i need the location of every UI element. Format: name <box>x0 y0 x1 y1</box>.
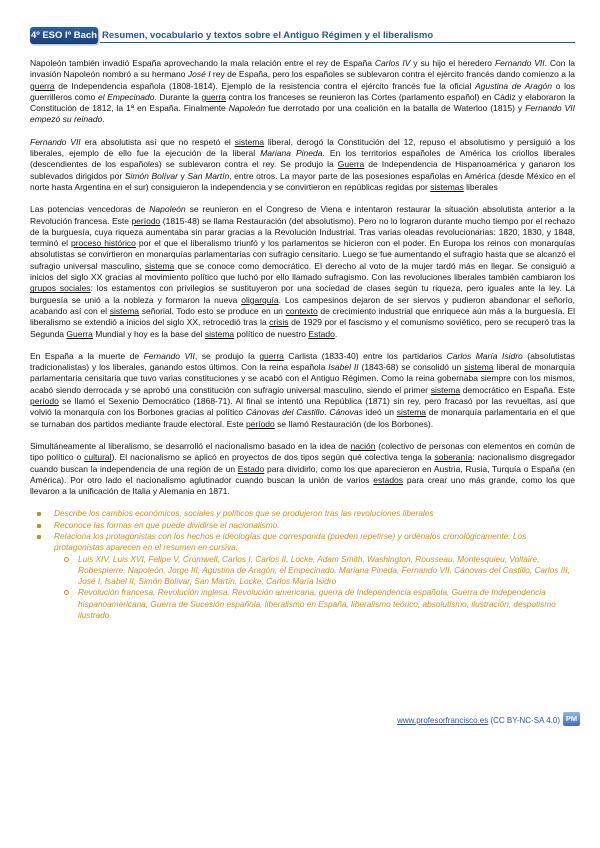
task-item: Reconoce las formas en que puede dividirse el nacionalismo. <box>30 520 575 531</box>
author-logo: PM <box>563 712 580 726</box>
task-subitem-protagonists: Luis XIV, Luis XVI, Felipe V, Cromwell, Carlos I, Carlos II, Locke, Adam Smith, Washington, Rousseau, Montesquieu, Voltaire, Robespierre, Napoleón, Jorge III, Agustina de Aragón, el Empecinado, Mariana Pineda, Fernando VII, Cánovas del Castillo, Carlos III, José I, Isabel II, Simón Bolívar, San Martín, Locke, Carlos María Isidro <box>38 554 575 588</box>
page-title: Resumen, vocabulario y textos sobre el Antiguo Régimen y el liberalismo <box>102 30 434 41</box>
task-list <box>30 508 575 621</box>
page-footer <box>397 716 560 725</box>
paragraph-napoleon: Napoleón también invadió España aprovechando la mala relación entre el rey de España Carlos IV y su hijo el heredero Fernando VII. Con la invasión Napoleón nombró a su hermano José I rey de España, pero los españoles se sublevaron contra el ejército francés dando comienzo a la guerra de Independencia española (1808-1814). Ejemplo de la resistencia contra el ejército francés fue la oficial Agustina de Aragón o los guerrilleros como el Empecinado. Durante la guerra contra los franceses se reunieron las Cortes (parlamento español) en Cádiz y elaboraron la Constitución de 1812, la 1ª en España. Finalmente Napoleón fue derrotado por una coalición en la batalla de Waterloo (1815) y Fernando VII empezó su reinado. <box>30 58 576 125</box>
task-item: Describe los cambios económicos, sociales y políticos que se produjeron tras las revoluciones liberales <box>30 508 575 519</box>
document-body <box>30 58 575 621</box>
paragraph-restauracion: Las potencias vencedoras de Napoleón se reunieron en el Congreso de Viena e intentaron restaurar la situación absolutista anterior a la Revolución francesa. Este período (1815-48) se llama Restauración (del absolutismo). Pero no lo lograron durante mucho tiempo por el rechazo de la burguesía, cuya riqueza aumentaba sin parar gracias a la Revolución Industrial. Tras varias oleadas revolucionarias: 1820, 1830, y 1848, terminó el proceso histórico por el que el liberalismo triunfó y los parlamentos se hicieron con el poder. En Europa los reinos con monarquías absolutistas se convirtieron en monarquías parlamentarias con sufragio censitario. Luego se fue aumentando el sufragio hasta que se alcanzó el sufragio universal masculino, sistema que se conoce como democrático. El derecho al voto de la mujer tardó más en llegar. Se consiguió a inicios del siglo XX gracias al movimiento político que luchó por ello llamado sufragismo. Con las revoluciones liberales también cambiaron los grupos sociales: los estamentos con privilegios se sustituyeron por una sociedad de clases según tu riqueza, pero iguales ante la ley. La burguesía se unió a la nobleza y formaron la nueva oligarquía. Los campesinos dejaron de ser siervos y pudieron abandonar el señorío, acabando así con el sistema señorial. Todo esto se produce en un contexto de crecimiento industrial que enriquece aún más a la burguesía. El liberalismo se extendió a inicios del siglo XX, retrocedió tras la crisis de 1929 por el fascismo y el comunismo soviético, pero se recuperó tras la Segunda Guerra Mundial y hoy es la base del sistema político de nuestro Estado. <box>30 204 576 339</box>
page-header <box>30 27 575 45</box>
paragraph-fernando-vii: Fernando VII era absolutista así que no respetó el sistema liberal, derogó la Constitución del 12, repuso el absolutismo y persiguió a los liberales, ejemplo de ello fue la ejecución de la liberal Mariana Pineda. En los territorios españoles de América los criollos liberales (descendientes de los españoles) se sublevaron contra el rey. Se produjo la Guerra de Independencia de Hispanoamérica y ganaron los sublevados dirigidos por Simón Bolívar y San Martín, entre otros. La mayor parte de las posesiones españolas en América (desde México en el norte hasta Argentina en el sur) consiguieron la independencia y se convirtieron en repúblicas regidas por sistemas liberales <box>30 136 576 192</box>
paragraph-nacionalismo: Simultáneamente al liberalismo, se desarrolló el nacionalismo basado en la idea de nación (colectivo de personas con elementos en común de tipo político o cultural). El nacionalismo se aplicó en proyectos de dos tipos según qué colectiva tenga la soberanía: nacionalismo disgregador cuando buscan la independencia de una región de un Estado para dividirlo, como los que aparecieron en Austria, Rusia, Turquía o España (en América). Por otro lado el nacionalismo aglutinador cuando buscan la unión de varios estados para crear uno más grande, como los que llevaron a la unificación de Italia y Alemania en 1871. <box>30 440 576 497</box>
paragraph-espana-liberal: En España a la muerte de Fernando VII, se produjo la guerra Carlista (1833-40) entre los partidarios Carlos María Isidro (absolutistas tradicionalistas) y los liberales, ganando estos últimos. Con la reina española Isabel II (1843-68) se consolidó un sistema liberal de monarquía parlamentaria censitaria que tuvo varias constituciones y se acabó con el Antiguo Régimen. Como la reina gobernaba siempre con los mismos, acabó siendo derrocada y se aprobó una constitución con sufragio universal masculino, siendo el primer sistema democrático en España. Este período se llamó el Sexenio Democrático (1868-71). Al final se intentó una República (1871) sin rey, pero fracasó por las revueltas, así que volvió la monarquía con los Borbones gracias al político Cánovas del Castillo. Cánovas ideó un sistema de monarquía parlamentaria en el que se turnaban dos partidos mediante fraude electoral. Este período se llamó Restauración (de los Borbones). <box>30 350 576 429</box>
task-item <box>30 531 575 621</box>
website-link[interactable]: www.profesorfrancisco.es <box>397 716 489 725</box>
title-underline <box>100 42 575 43</box>
license-text: (CC BY-NC-SA 4.0) <box>488 716 560 725</box>
course-badge: 4º ESO Iº Bach <box>30 27 98 44</box>
task-subitem-events: Revolución francesa, Revolución inglesa, Revolución americana, guerra de Independencia española, Guerra de Independencia hispanoamericana, Guerra de Sucesión española, liberalismo en España, liberalismo teórico, absolutismo, ilustración, despotismo ilustrado. <box>38 587 575 621</box>
task-text: Relaciona los protagonistas con los hechos e ideologías que corresponda (pueden repetirse) y ordénalos cronológicamente. Los protagonistas aparecen en el resumen en cursiva: <box>54 530 527 553</box>
task-sublist <box>54 554 575 622</box>
